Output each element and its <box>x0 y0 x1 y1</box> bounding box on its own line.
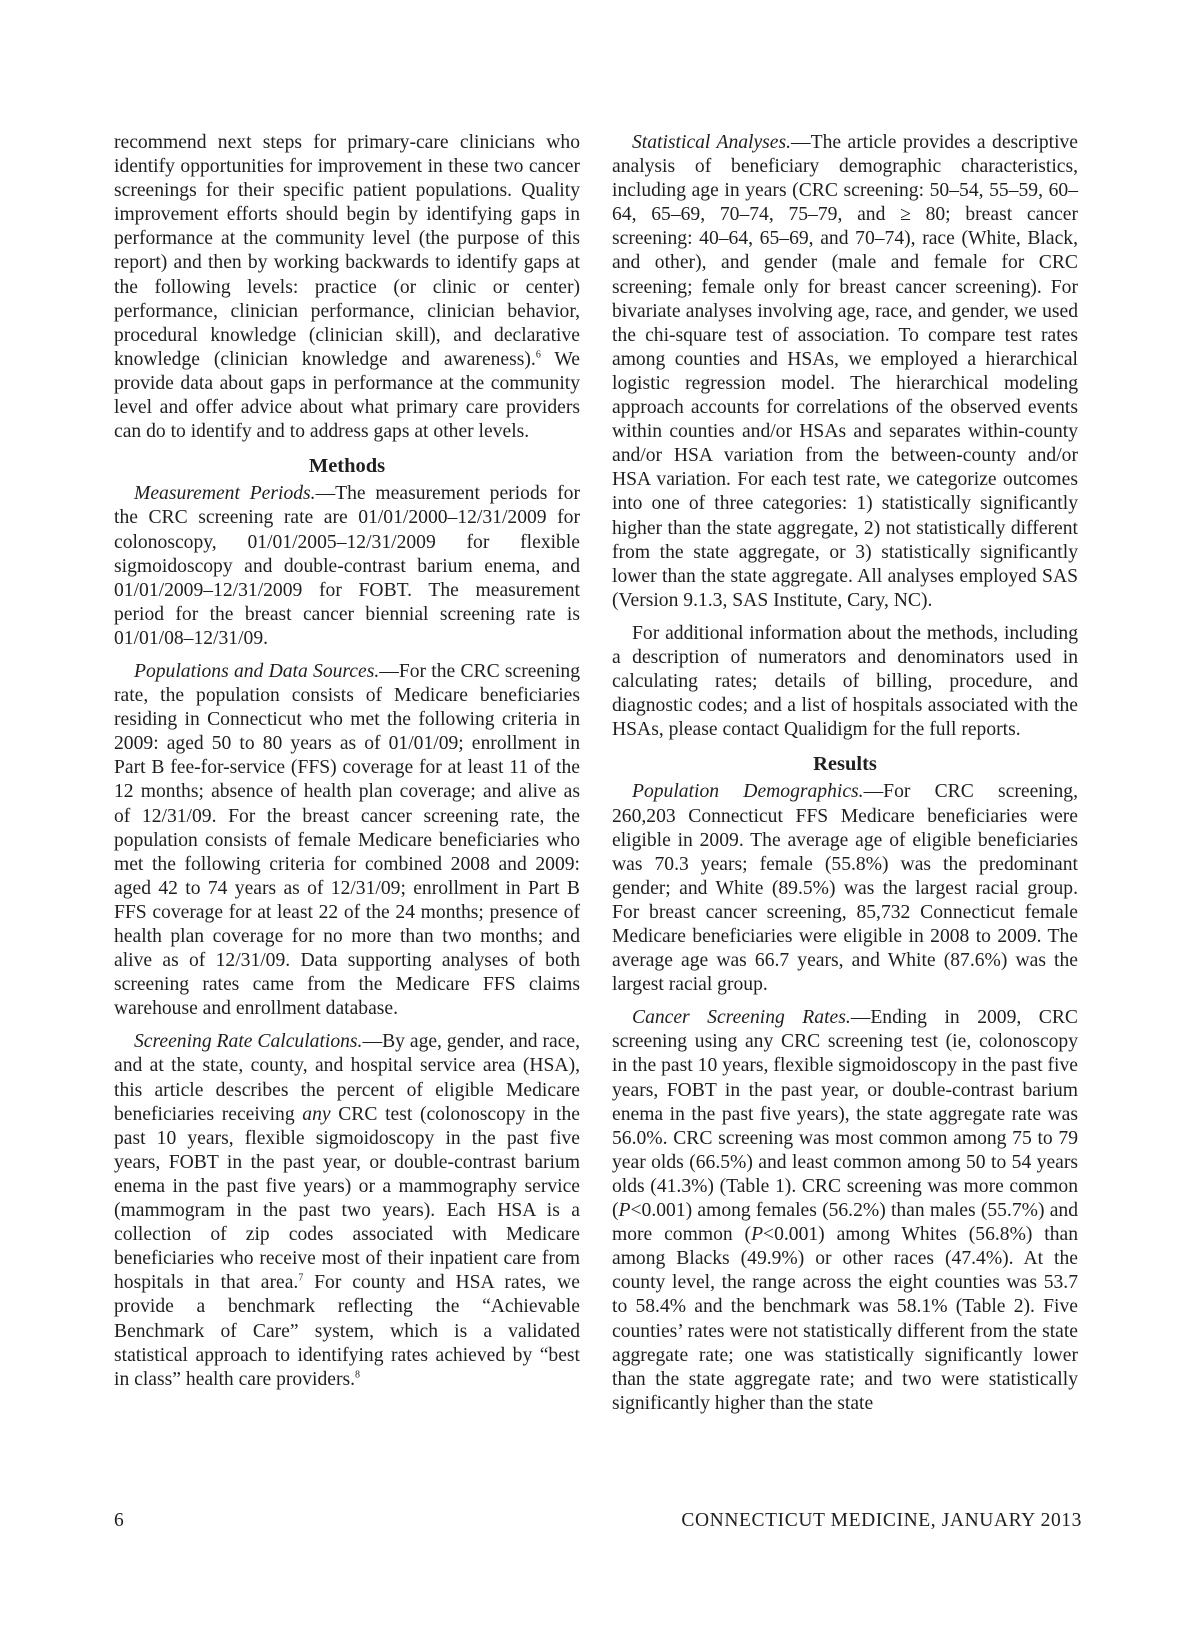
reference-8: 8 <box>355 1369 361 1381</box>
journal-running-footer: CONNECTICUT MEDICINE, JANUARY 2013 <box>681 1510 1082 1531</box>
populations-runhead: Populations and Data Sources. <box>134 660 380 682</box>
screening-rate-runhead: Screening Rate Calculations. <box>134 1031 363 1053</box>
measurement-periods-runhead: Measurement Periods. <box>134 483 316 505</box>
intro-paragraph: recommend next steps for primary-care clinicians who identify opportunities for improvement in these two cancer screenings for their specific patient populations. Quality improvement efforts should begin by identifying gaps in performance at the community level (the purpose of this report) and then by working backwards to identify gaps at the following levels: practice (or clinic or center) performance, clinician performance, clinician behavior, procedural knowledge (clinician skill), and declarative knowledge (clinician knowledge and awareness).$^6$ We provide data about gaps in performance at the community level and offer advice about what primary care providers can do to identify and to address gaps at other levels. <box>114 132 580 443</box>
emphasis-any: any <box>302 1103 331 1125</box>
methods-heading: Methods <box>308 455 386 478</box>
populations-paragraph: Populations and Data Sources.—For the CRC screening rate, the population consists of Medicare beneficiaries residing in Connecticut who met the following criteria in 2009: aged 50 to 80 years as of 01/01/09; enrollment in Part B fee-for-service (FFS) coverage for at least 11 of the 12 months; absence of health plan coverage; and alive as of 12/31/09. For the breast cancer screening rate, the population consists of female Medicare beneficiaries who met the following criteria for combined 2008 and 2009: aged 42 to 74 years as of 12/31/09; enrollment in Part B FFS coverage for at least 22 of the 24 months; presence of health plan coverage for no more than two months; and alive as of 12/31/09. Data supporting analyses of both screening rates came from the Medicare FFS claims warehouse and enrollment database. <box>114 660 580 1020</box>
population-demographics-runhead: Population Demographics. <box>632 781 864 803</box>
left-column <box>114 131 580 1401</box>
reference-7: 7 <box>298 1272 304 1284</box>
measurement-periods-paragraph: Measurement Periods.—The measurement periods for the CRC screening rate are 01/01/2000–12/31/2009 for colonoscopy, 01/01/2005–12/31/2009 for flexible sigmoidoscopy and double-contrast barium enema, and 01/01/2009–12/31/2009 for FOBT. The measurement period for the breast cancer biennial screening rate is 01/01/08–12/31/09. <box>114 483 581 649</box>
screening-rates-runhead: Cancer Screening Rates. <box>632 1007 851 1029</box>
statistical-analyses-paragraph: Statistical Analyses.—The article provides a descriptive analysis of beneficiary demographic characteristics, including age in years (CRC screening: 50–54, 55–59, 60–64, 65–69, 70–74, 75–79, and ≥ 80; breast cancer screening: 40–64, 65–69, and 70–74), race (White, Black, and other), and gender (male and female for CRC screening; female only for breast cancer screening). For bivariate analyses involving age, race, and gender, we used the chi-square test of association. To compare test rates among counties and HSAs, we employed a hierarchical logistic regression model. The hierarchical modeling approach accounts for correlations of the observed events within counties and/or HSAs and separates within-county and/or HSA variation from the between-county and/or HSA variation. For each test rate, we categorize outcomes into one of three categories: 1) statistically significantly higher than the state aggregate, 2) not statistically different from the state aggregate, or 3) statistically significantly lower than the state aggregate. All analyses employed SAS (Version 9.1.3, SAS Institute, Cary, NC). <box>612 132 1079 611</box>
additional-info-paragraph: For additional information about the methods, including a description of numerators and denominators used in calculating rates; details of billing, procedure, and diagnostic codes; and a list of hospitals associated with the HSAs, please contact Qualidigm for the full reports. <box>612 622 1078 741</box>
p-value-symbol: P <box>618 1200 631 1222</box>
reference-6: 6 <box>535 349 541 361</box>
statistical-analyses-runhead: Statistical Analyses. <box>632 132 792 153</box>
screening-rates-paragraph: Cancer Screening Rates.—Ending in 2009, CRC screening using any CRC screening test (ie, colonoscopy in the past 10 years, flexible sigmoidoscopy in the past five years, FOBT in the past year, or double-contrast barium enema in the past five years), the state aggregate rate was 56.0%. CRC screening was most common among 75 to 79 year olds (66.5%) and least common among 50 to 54 years olds (41.3%) (Table 1). CRC screening was more common (P<0.001) among females (56.2%) than males (55.7%) and more common (P<0.001) among Whites (56.8%) than among Blacks (49.9%) or other races (47.4%). At the county level, the range across the eight counties was 53.7 to 58.4% and the benchmark was 58.1% (Table 2). Five counties’ rates were not statistically different from the state aggregate rate; one was statistically significantly lower than the state aggregate rate; and two were statistically significantly higher than the state <box>612 1007 1079 1414</box>
p-value-symbol: P <box>751 1224 764 1246</box>
results-heading: Results <box>813 753 877 776</box>
page-number: 6 <box>114 1510 125 1531</box>
screening-rate-paragraph: Screening Rate Calculations.—By age, gender, and race, and at the state, county, and hospital service area (HSA), this article describes the percent of eligible Medicare beneficiaries receiving any CRC test (colonoscopy in the past 10 years, flexible sigmoidoscopy in the past five years, FOBT in the past year, or double-contrast barium enema in the past five years) or a mammography service (mammogram in the past two years). Each HSA is a collection of zip codes associated with Medicare beneficiaries who receive most of their inpatient care from hospitals in that area.$^7$ For county and HSA rates, we provide a benchmark reflecting the “Achievable Benchmark of Care” system, which is a validated statistical approach to identifying rates achieved by “best in class” health care providers.$^8$ <box>114 1031 581 1390</box>
right-column <box>612 131 1078 1425</box>
population-demographics-paragraph: Population Demographics.—For CRC screening, 260,203 Connecticut FFS Medicare beneficiaries were eligible in 2009. The average age of eligible beneficiaries was 70.3 years; female (55.8%) was the predominant gender; and White (89.5%) was the largest racial group. For breast cancer screening, 85,732 Connecticut female Medicare beneficiaries were eligible in 2008 to 2009. The average age was 66.7 years, and White (87.6%) was the largest racial group. <box>612 781 1079 996</box>
